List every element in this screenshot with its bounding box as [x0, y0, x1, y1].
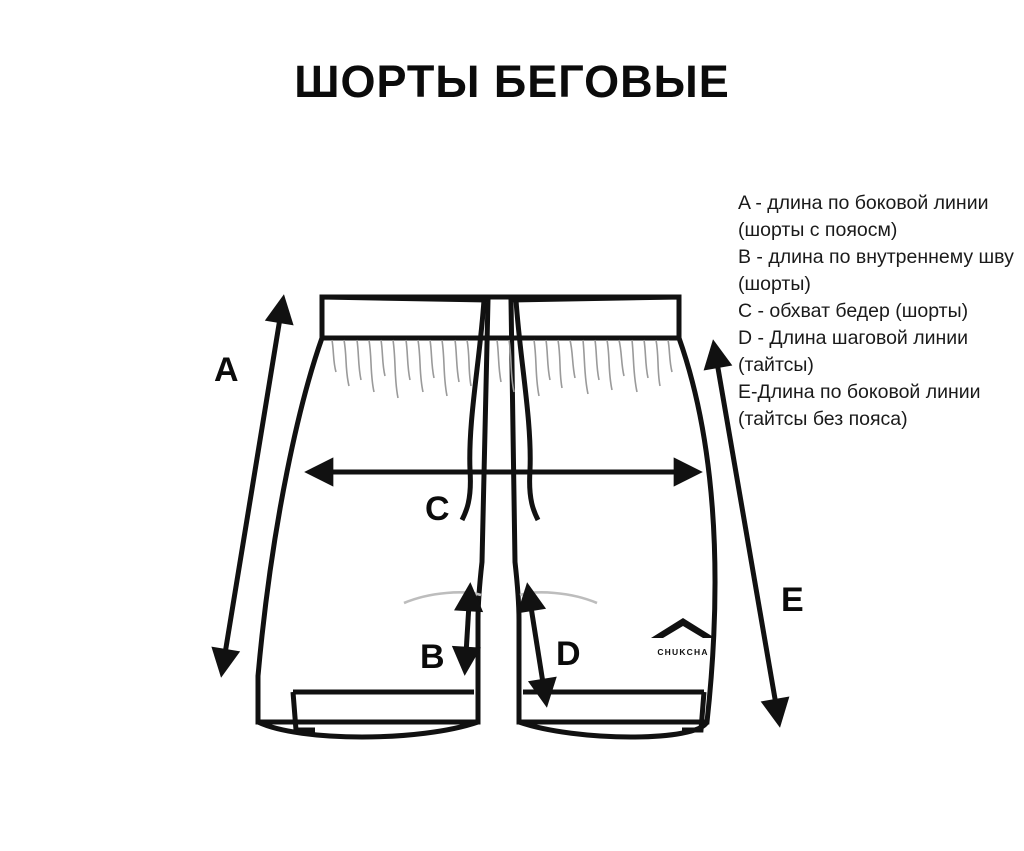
measure-label-d: D — [556, 635, 581, 673]
shorts-left-leg-outline — [258, 297, 488, 722]
drawstring-left — [462, 300, 484, 520]
drawstring-right — [516, 300, 538, 520]
measure-arrow-b — [465, 588, 470, 670]
brand-logo — [641, 615, 725, 657]
measure-arrow-e — [714, 345, 779, 722]
measure-arrow-d — [528, 588, 546, 702]
legend-line-c: C - обхват бедер (шорты) — [738, 300, 969, 322]
legend-line-e: E-Длина по боковой линии (тайтсы без пояса) — [738, 381, 986, 430]
brand-name: CHUKCHA — [657, 647, 709, 657]
shorts-waistband — [322, 297, 679, 338]
measure-label-c: C — [425, 490, 450, 528]
waistband-gathers — [332, 340, 672, 398]
legend-line-b: B - длина по внутреннему шву (шорты) — [738, 246, 1020, 295]
measure-label-b: B — [420, 638, 445, 676]
legend-line-a: A - длина по боковой линии (шорты с пояосм) — [738, 192, 994, 241]
shorts-illustration — [258, 297, 715, 737]
page-title: ШОРТЫ БЕГОВЫЕ — [294, 56, 730, 107]
legend-line-d: D - Длина шаговой линии (тайтсы) — [738, 327, 974, 376]
gusset-seams — [404, 592, 597, 603]
mountain-peak-icon — [641, 615, 725, 641]
measure-label-a: A — [214, 351, 239, 389]
measure-label-e: E — [781, 581, 804, 619]
